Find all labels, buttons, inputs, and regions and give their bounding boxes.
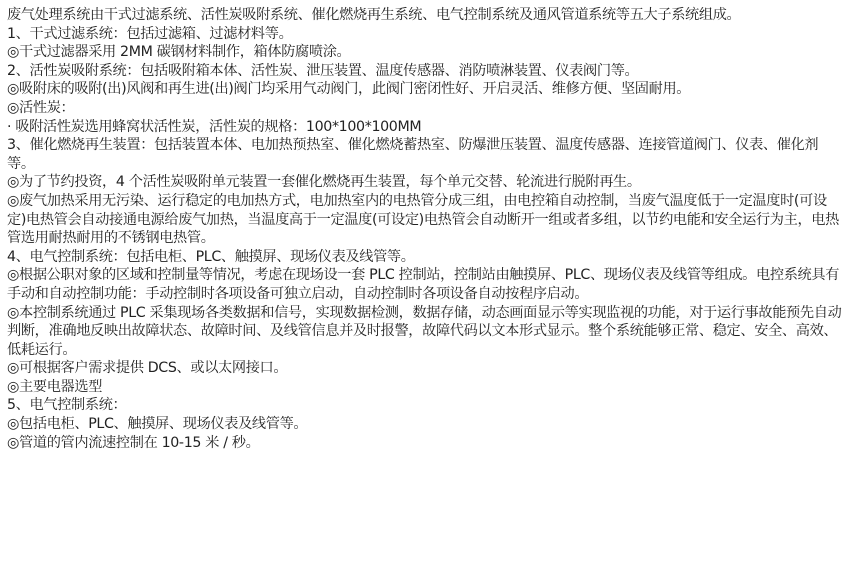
section-3-investment-detail: ◎为了节约投资，4 个活性炭吸附单元装置一套催化燃烧再生装置，每个单元交替、轮流进行脱附再生。 [7, 174, 641, 191]
section-3-heating-detail: ◎废气加热采用无污染、运行稳定的电加热方式，电加热室内的电热管分成三组，由电控箱自动控制，当废气温度低于一定温度时(可设定)电热管会自动接通电源给废气加热，当温度高于一定温度(可设定)电热管会自动断开一组或者多组，以节约电能和安全运行为主，电热管选用耐热耐用的不锈钢电热管。 [7, 192, 839, 247]
section-2-carbon-heading: ◎活性炭： [7, 99, 75, 116]
section-4-monitoring-detail: ◎本控制系统通过 PLC 采集现场各类数据和信号，实现数据检测，数据存储，动态画面显示等实现监视的功能，对于运行事故能预先自动判断，准确地反映出故障状态、故障时间、及线管信息并及时报警，故障代码以文本形式显示。整个系统能够正常、稳定、安全、高效、低耗运行。 [7, 304, 842, 358]
section-4-plc-detail: ◎根据公职对象的区域和控制量等情况，考虑在现场设一套 PLC 控制站，控制站由触摸屏、PLC、现场仪表及线管等组成。电控系统具有手动和自动控制功能：手动控制时各项设备可独立启动，自动控制时各项设备自动按程序启动。 [7, 267, 840, 302]
intro-paragraph: 废气处理系统由干式过滤系统、活性炭吸附系统、催化燃烧再生系统、电气控制系统及通风管道系统等五大子系统组成。 [7, 7, 741, 23]
document-body [7, 6, 845, 452]
section-5-flow-speed: ◎管道的管内流速控制在 10-15 米 / 秒。 [7, 434, 260, 451]
section-4-heading: 4、电气控制系统：包括电柜、PLC、触摸屏、现场仪表及线管等。 [7, 248, 415, 265]
section-4-selection-heading: ◎主要电器选型 [7, 378, 103, 395]
section-5-components: ◎包括电柜、PLC、触摸屏、现场仪表及线管等。 [7, 416, 308, 433]
section-1-heading: 1、干式过滤系统：包括过滤箱、过滤材料等。 [7, 25, 293, 42]
section-1-detail: ◎干式过滤器采用 2MM 碳钢材料制作，箱体防腐喷涂。 [7, 44, 351, 61]
section-2-carbon-spec: · 吸附活性炭选用蜂窝状活性炭，活性炭的规格：100*100*100MM [7, 118, 422, 135]
section-2-heading: 2、活性炭吸附系统：包括吸附箱本体、活性炭、泄压装置、温度传感器、消防喷淋装置、仪表阀门等。 [7, 62, 639, 79]
section-2-valve-detail: ◎吸附床的吸附(出)风阀和再生进(出)阀门均采用气动阀门，此阀门密闭性好、开启灵活、维修方便、坚固耐用。 [7, 81, 691, 98]
section-5-heading: 5、电气控制系统： [7, 397, 127, 414]
section-4-interface-detail: ◎可根据客户需求提供 DCS、或以太网接口。 [7, 360, 288, 377]
section-3-heading: 3、催化燃烧再生装置：包括装置本体、电加热预热室、催化燃烧蓄热室、防爆泄压装置、温度传感器、连接管道阀门、仪表、催化剂等。 [7, 137, 819, 172]
